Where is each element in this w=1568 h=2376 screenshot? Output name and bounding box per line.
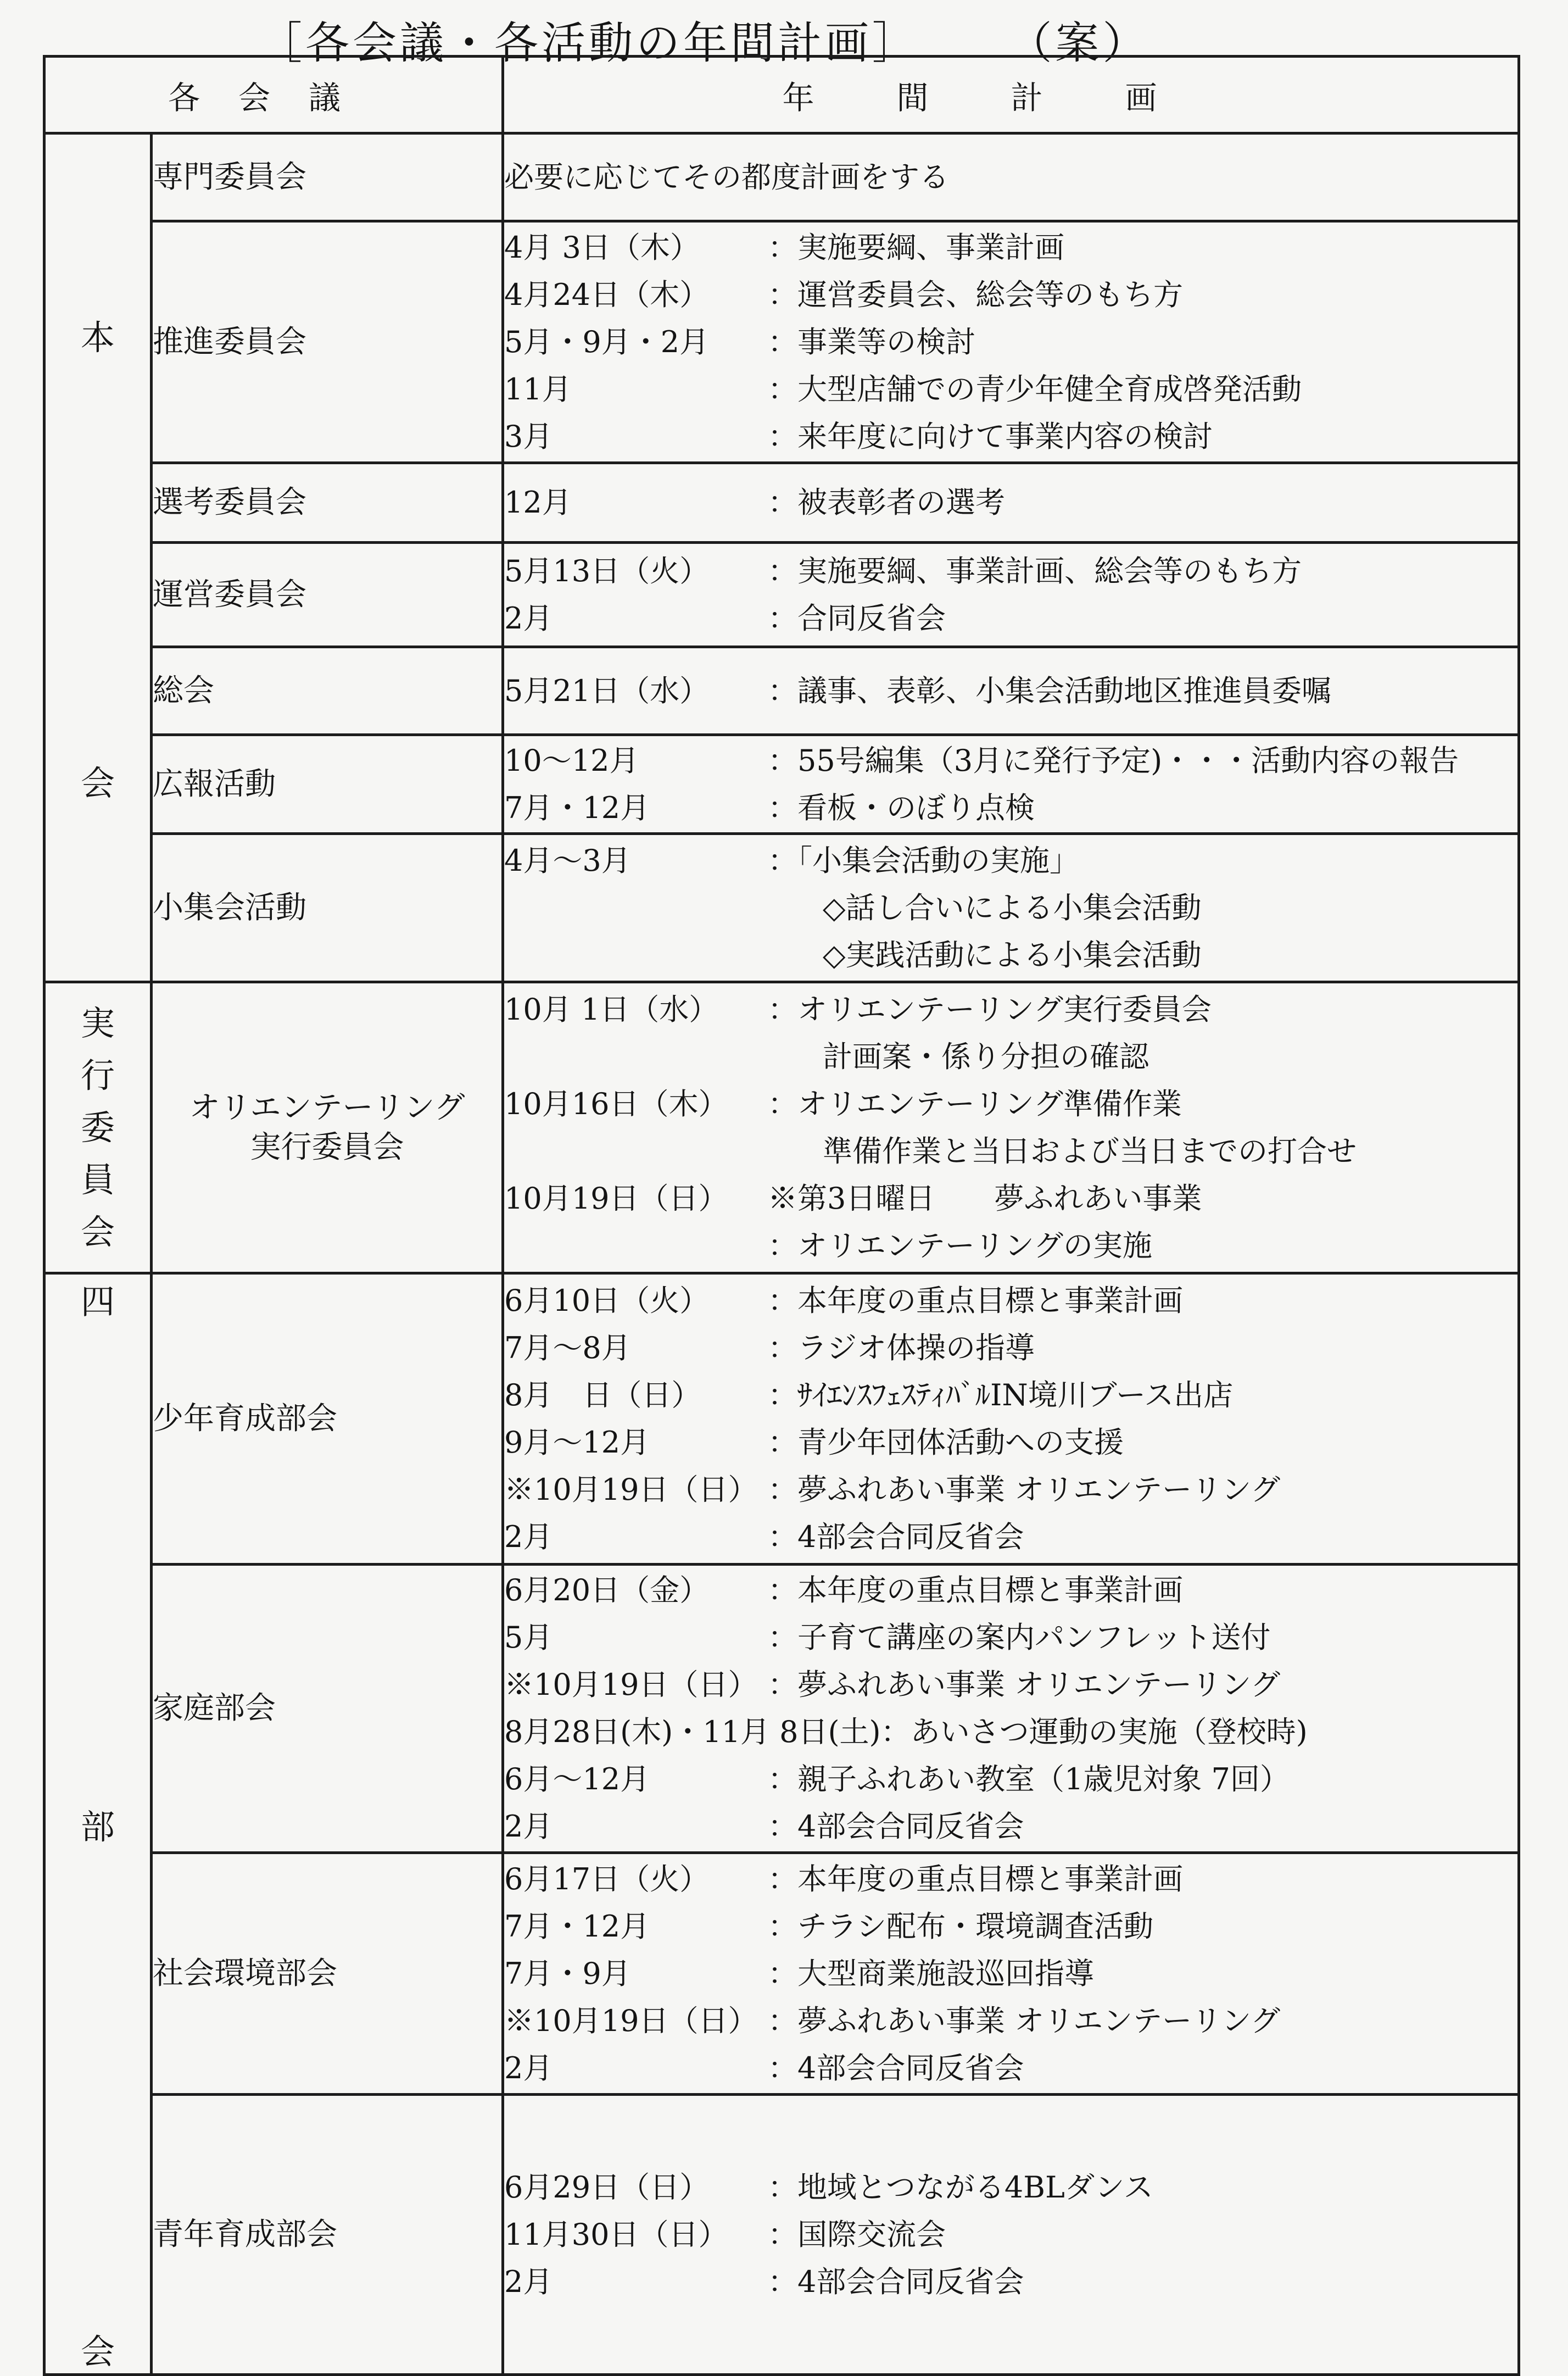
plan-text: ：事業等の検討 bbox=[768, 324, 976, 359]
plan-text: ：青少年団体活動への支援 bbox=[768, 1425, 1124, 1460]
plan-line bbox=[504, 1661, 1517, 1709]
plan-text: ：大型店舗での青少年健全育成啓発活動 bbox=[768, 371, 1302, 407]
plan-line bbox=[504, 1222, 1517, 1270]
plan-date: 11月30日（日） bbox=[504, 2217, 728, 2252]
plan-text: ：4部会合同反省会 bbox=[768, 1519, 1024, 1554]
plan-line bbox=[504, 1081, 1517, 1128]
table-row bbox=[44, 735, 1519, 834]
group-char: 部 bbox=[80, 1806, 115, 1847]
plan-text: ：本年度の重点目標と事業計画 bbox=[768, 1283, 1184, 1318]
meeting-name: 専門委員会 bbox=[152, 133, 503, 221]
plan-line bbox=[504, 1567, 1517, 1614]
plan-line bbox=[504, 1903, 1517, 1950]
plan-text: ：チラシ配布・環境調査活動 bbox=[768, 1908, 1154, 1944]
meeting-name: 運営委員会 bbox=[152, 543, 503, 647]
plan-date: 12月 bbox=[504, 485, 572, 520]
plan-line bbox=[504, 737, 1517, 784]
plan-line bbox=[504, 595, 1517, 642]
plan-date: 4月 3日（木） bbox=[504, 230, 700, 265]
draft-mark: （案） bbox=[1008, 18, 1150, 69]
header-plan: 年間計画 bbox=[503, 57, 1519, 133]
plan-date: 10〜12月 bbox=[504, 743, 639, 778]
table-row bbox=[44, 463, 1519, 543]
meeting-name: 青年育成部会 bbox=[152, 2095, 503, 2375]
plan-date: 2月 bbox=[504, 1519, 553, 1554]
group-char: 委 bbox=[80, 1108, 115, 1148]
plan-date: 8月 日（日） bbox=[504, 1377, 701, 1412]
plan-line bbox=[504, 413, 1517, 460]
plan-cell bbox=[503, 735, 1519, 834]
plan-date: 5月13日（火） bbox=[504, 553, 710, 588]
meeting-name: 家庭部会 bbox=[152, 1565, 503, 1853]
plan-subitem: ◇話し合いによる小集会活動 bbox=[823, 890, 1202, 925]
plan-cell bbox=[503, 1853, 1519, 2095]
plan-text: ：子育て講座の案内パンフレット送付 bbox=[768, 1620, 1271, 1655]
plan-cell bbox=[503, 133, 1519, 221]
plan-text: 必要に応じてその都度計画をする bbox=[504, 159, 950, 194]
plan-date: 9月〜12月 bbox=[504, 1425, 650, 1460]
plan-line bbox=[504, 986, 1517, 1033]
meeting-name: 少年育成部会 bbox=[152, 1273, 503, 1565]
plan-text: ：国際交流会 bbox=[768, 2217, 946, 2252]
plan-line bbox=[504, 1614, 1517, 1661]
plan-cell bbox=[503, 463, 1519, 543]
plan-text: ：4部会合同反省会 bbox=[768, 2264, 1024, 2299]
group-char: 会 bbox=[80, 1212, 115, 1252]
plan-date: 4月〜3月 bbox=[504, 843, 631, 878]
plan-text: ：合同反省会 bbox=[768, 600, 946, 636]
plan-text: ：ｻｲｴﾝｽﾌｪｽﾃｨﾊﾞﾙIN境川ブース出店 bbox=[768, 1377, 1234, 1412]
table-row bbox=[44, 133, 1519, 221]
plan-date: 6月〜12月 bbox=[504, 1762, 650, 1796]
plan-date: 10月16日（木） bbox=[504, 1086, 728, 1121]
table-row bbox=[44, 1565, 1519, 1853]
plan-line bbox=[504, 1372, 1517, 1419]
plan-text: ：本年度の重点目標と事業計画 bbox=[768, 1573, 1184, 1607]
group-jikko bbox=[44, 982, 152, 1273]
meeting-name: 広報活動 bbox=[152, 735, 503, 834]
plan-text: ：被表彰者の選考 bbox=[768, 485, 1006, 520]
meeting-name: 選考委員会 bbox=[152, 463, 503, 543]
plan-date: 7月〜8月 bbox=[504, 1330, 631, 1365]
plan-line bbox=[504, 1419, 1517, 1466]
plan-text: ：「小集会活動の実施」 bbox=[768, 843, 1080, 878]
plan-date: 5月 bbox=[504, 1620, 553, 1655]
plan-line bbox=[504, 224, 1517, 271]
meeting-name: 小集会活動 bbox=[152, 834, 503, 982]
meeting-name: 社会環境部会 bbox=[152, 1853, 503, 2095]
plan-line bbox=[504, 837, 1517, 884]
header-meetings: 各会議 bbox=[44, 57, 503, 133]
plan-text: ：議事、表彰、小集会活動地区推進員委嘱 bbox=[768, 673, 1332, 708]
plan-subitem: 計画案・係り分担の確認 bbox=[823, 1039, 1150, 1074]
plan-line bbox=[504, 1803, 1517, 1850]
plan-text: ：運営委員会、総会等のもち方 bbox=[768, 277, 1184, 312]
plan-line bbox=[504, 319, 1517, 366]
plan-cell bbox=[503, 1273, 1519, 1565]
plan-subitem: 準備作業と当日および当日までの打合せ bbox=[823, 1133, 1357, 1168]
table-row bbox=[44, 1853, 1519, 2095]
plan-line bbox=[504, 1175, 1517, 1222]
plan-subitem: ◇実践活動による小集会活動 bbox=[823, 937, 1202, 972]
plan-line bbox=[504, 1756, 1517, 1803]
plan-line bbox=[504, 366, 1517, 413]
plan-date: 2月 bbox=[504, 600, 553, 636]
meeting-name-line: オリエンテーリング bbox=[189, 1089, 465, 1126]
plan-date: 10月19日（日） bbox=[504, 1181, 728, 1216]
plan-date: 6月17日（火） bbox=[504, 1861, 710, 1896]
plan-date: 5月・9月・2月 bbox=[504, 324, 710, 359]
plan-date: 6月20日（金） bbox=[504, 1573, 710, 1607]
annual-plan-table bbox=[43, 55, 1520, 2376]
plan-text: ：本年度の重点目標と事業計画 bbox=[768, 1861, 1184, 1896]
plan-line bbox=[504, 784, 1517, 832]
plan-date: 2月 bbox=[504, 2050, 553, 2085]
plan-text: ：夢ふれあい事業 オリエンテーリング bbox=[768, 1667, 1281, 1702]
plan-line bbox=[504, 2258, 1517, 2306]
plan-date: 7月・9月 bbox=[504, 1956, 631, 1991]
plan-cell bbox=[503, 543, 1519, 647]
group-char: 員 bbox=[80, 1160, 115, 1200]
group-char: 会 bbox=[80, 2332, 115, 2372]
table-row bbox=[44, 543, 1519, 647]
table-row bbox=[44, 221, 1519, 463]
group-char: 会 bbox=[80, 763, 115, 803]
plan-cell bbox=[503, 2095, 1519, 2375]
header-row bbox=[44, 57, 1519, 133]
group-shibu bbox=[44, 1273, 152, 2375]
plan-line bbox=[504, 1277, 1517, 1325]
plan-line bbox=[504, 271, 1517, 319]
plan-date: ※10月19日（日） bbox=[504, 1667, 758, 1702]
plan-date: 11月 bbox=[504, 371, 572, 407]
plan-date: 10月 1日（水） bbox=[504, 992, 719, 1027]
plan-date: 5月21日（水） bbox=[504, 673, 710, 708]
plan-text: ：55号編集（3月に発行予定)・・・活動内容の報告 bbox=[768, 743, 1459, 778]
plan-date: 6月29日（日） bbox=[504, 2169, 710, 2205]
group-char: 本 bbox=[80, 318, 115, 358]
plan-line bbox=[504, 1325, 1517, 1372]
plan-text: ：ラジオ体操の指導 bbox=[768, 1330, 1035, 1365]
meeting-name-line: 実行委員会 bbox=[250, 1129, 404, 1165]
plan-text: ：オリエンテーリング準備作業 bbox=[768, 1086, 1182, 1121]
plan-cell bbox=[503, 982, 1519, 1273]
plan-text: ：夢ふれあい事業 オリエンテーリング bbox=[768, 2003, 1281, 2038]
plan-line bbox=[504, 2045, 1517, 2092]
group-honkai bbox=[44, 133, 152, 982]
plan-text: ：オリエンテーリングの実施 bbox=[768, 1228, 1152, 1263]
plan-date: 6月10日（火） bbox=[504, 1283, 710, 1318]
plan-text: ：4部会合同反省会 bbox=[768, 1809, 1024, 1844]
plan-text: ：看板・のぼり点検 bbox=[768, 790, 1035, 825]
plan-line bbox=[504, 479, 1517, 526]
plan-date: 7月・12月 bbox=[504, 790, 650, 825]
plan-date bbox=[504, 1222, 768, 1270]
plan-line bbox=[504, 1950, 1517, 1997]
plan-text: ：実施要綱、事業計画 bbox=[768, 230, 1065, 265]
title-text: ［各会議・各活動の年間計画］ bbox=[258, 18, 919, 69]
plan-text: ：来年度に向けて事業内容の検討 bbox=[768, 419, 1213, 454]
meeting-name: 推進委員会 bbox=[152, 221, 503, 463]
plan-date: 2月 bbox=[504, 1809, 553, 1844]
meeting-name bbox=[152, 982, 503, 1273]
plan-line bbox=[504, 548, 1517, 595]
plan-date: ※10月19日（日） bbox=[504, 2003, 758, 2038]
plan-date: 4月24日（木） bbox=[504, 277, 710, 312]
plan-text: ※第3日曜日 夢ふれあい事業 bbox=[768, 1181, 1202, 1216]
plan-date: 7月・12月 bbox=[504, 1908, 650, 1944]
meeting-name: 総会 bbox=[152, 647, 503, 735]
table-row bbox=[44, 982, 1519, 1273]
plan-text: ：夢ふれあい事業 オリエンテーリング bbox=[768, 1472, 1281, 1507]
plan-line bbox=[504, 667, 1517, 715]
plan-text: ：大型商業施設巡回指導 bbox=[768, 1956, 1095, 1991]
plan-text: ：実施要綱、事業計画、総会等のもち方 bbox=[768, 553, 1302, 588]
plan-date: 2月 bbox=[504, 2264, 553, 2299]
plan-text: 8月28日(木)・11月 8日(土)：あいさつ運動の実施（登校時) bbox=[504, 1715, 1308, 1749]
table-row bbox=[44, 834, 1519, 982]
plan-line bbox=[504, 1513, 1517, 1561]
plan-text: ：地域とつながる4BLダンス bbox=[768, 2169, 1153, 2205]
plan-text: ：オリエンテーリング実行委員会 bbox=[768, 992, 1212, 1027]
plan-cell bbox=[503, 834, 1519, 982]
plan-text: ：親子ふれあい教室（1歳児対象 7回） bbox=[768, 1762, 1290, 1796]
plan-date: 3月 bbox=[504, 419, 553, 454]
group-char: 四 bbox=[80, 1282, 115, 1322]
plan-line bbox=[504, 1997, 1517, 2045]
plan-line bbox=[504, 1466, 1517, 1513]
group-char: 実 bbox=[80, 1003, 115, 1043]
plan-cell bbox=[503, 647, 1519, 735]
plan-text: ：4部会合同反省会 bbox=[768, 2050, 1024, 2085]
plan-line bbox=[504, 1856, 1517, 1903]
group-char: 行 bbox=[80, 1055, 115, 1095]
table-row bbox=[44, 1273, 1519, 1565]
table-row bbox=[44, 647, 1519, 735]
plan-line bbox=[504, 2164, 1517, 2211]
plan-line bbox=[504, 2211, 1517, 2258]
plan-cell bbox=[503, 221, 1519, 463]
plan-date: ※10月19日（日） bbox=[504, 1472, 758, 1507]
table-row bbox=[44, 2095, 1519, 2375]
plan-cell bbox=[503, 1565, 1519, 1853]
